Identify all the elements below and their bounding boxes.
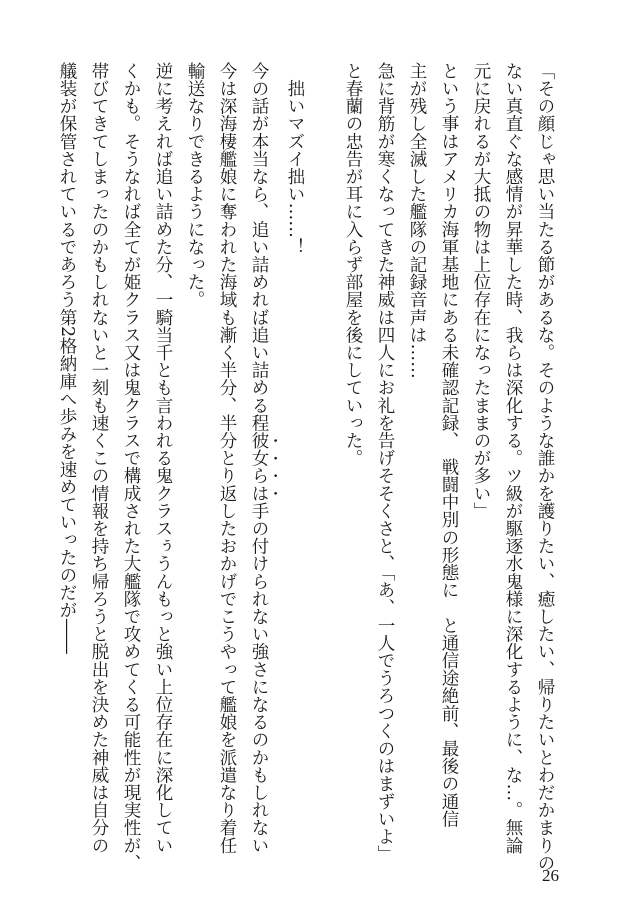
text-segment: 手の付けられない強さになるのかもしれない	[249, 502, 269, 855]
blank-line	[311, 62, 337, 862]
text-line: ない真直ぐな感情が昇華した時、我らは深化する。ツ級が駆逐水鬼様に深化するように、な…。無論	[503, 62, 523, 854]
text-line: と春蘭の忠告が耳に入らず部屋を後にしていった。	[343, 62, 363, 467]
text-line: 逆に考えれば追い詰めた分、一騎当千とも言われる鬼クラスぅうんもっと強い上位存在に深化してい	[153, 62, 173, 854]
text-line	[279, 62, 311, 862]
text-segment: 今の話が本当なら、追い詰めれば追い詰める程	[249, 62, 269, 432]
page-number: 26	[542, 866, 559, 885]
text-line: 今は深海棲艦娘に奪われた海域も漸く半分、半分とり返したおかげでこうやって艦娘を派遣なり着任	[217, 62, 237, 854]
text-line: 主が残し全滅した艦隊の記録音声は……	[407, 62, 427, 379]
emphasized-text: 彼女らは	[249, 431, 269, 503]
text-line-emphasis	[243, 62, 279, 862]
text-line: 急に背筋が寒くなってきた神威は四人にお礼を告げそそくさと、「あ、一人でうろつくのはまずいよ」	[375, 62, 395, 863]
text-line: 艤装が保管されているであろう第2格納庫へ歩みを速めていったのだが――	[57, 62, 77, 655]
vertical-text-body	[51, 62, 561, 872]
text-line: 「その顔じゃ思い当たる節があるな。そのような誰かを護りたい、癒したい、帰りたいとわだかまりの	[535, 62, 555, 872]
text-line: 元に戻れるが大抵の物は上位存在になったままのが多い」	[471, 62, 491, 520]
text-line-heading: 拙いマズイ拙い……！	[285, 79, 305, 256]
text-line: という事はアメリカ海軍基地にある未確認記録、 戦闘中別の形態に と通信途絶前、最後の通信	[439, 62, 459, 828]
text-line: 輸送なりできるようになった。	[185, 62, 205, 309]
text-line: くかも。そうなれば全てが姫クラス又は鬼クラスで構成された大艦隊で攻めてくる可能性が現実性が、	[121, 62, 141, 872]
text-line: 帯びてきてしまったのかもしれないと一刻も速くこの情報を持ち帰ろうと脱出を決めた神威は自分の	[89, 62, 109, 854]
